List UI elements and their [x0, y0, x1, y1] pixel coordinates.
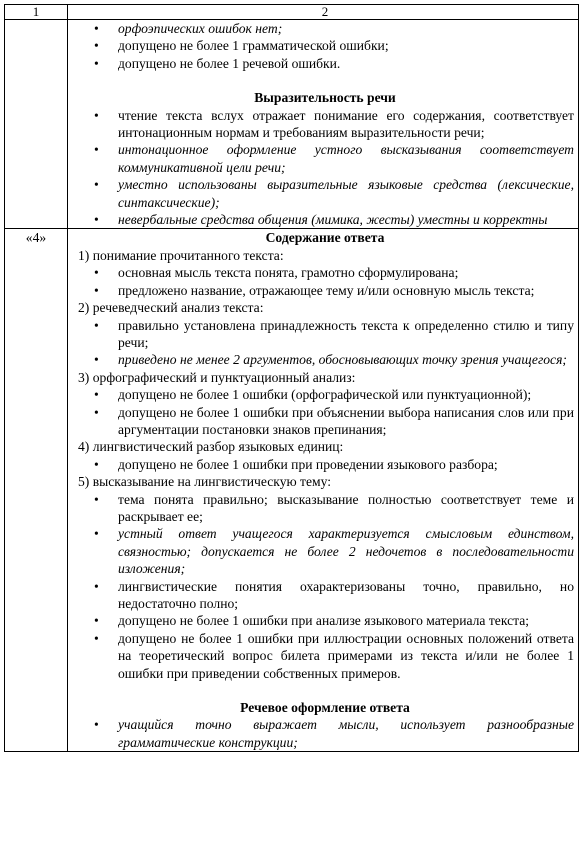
list-item: [76, 176, 574, 211]
list-item-text: устный ответ учащегося характеризуется смысловым единством, связностью; допускается не более 2 недочетов в последовательности изложения;: [118, 526, 574, 577]
table-row: [5, 229, 579, 752]
bullet-list: [76, 716, 574, 751]
list-item-text: чтение текста вслух отражает понимание его содержания, соответствует интонационным нормам и требованиям выразительности речи;: [118, 107, 574, 141]
list-item: [76, 525, 574, 577]
list-item-text: орфоэпических ошибок нет;: [118, 21, 283, 36]
bullet-icon: •: [94, 387, 99, 403]
list-item-text: допущено не более 1 ошибки при иллюстрации основных положений ответа на теоретический вопрос билета примерами из текста и/или не более 1 ошибки при приведении собственных примеров.: [118, 630, 574, 681]
list-item: [76, 107, 574, 142]
bullet-icon: •: [94, 352, 99, 368]
list-item-text: допущено не более 1 речевой ошибки.: [118, 55, 341, 71]
spacer: [76, 72, 574, 89]
grade-cell: «4»: [5, 229, 68, 752]
bullet-list: [76, 456, 574, 473]
criteria-group-title: 2) речеведческий анализ текста:: [78, 300, 264, 316]
bullet-list: [76, 317, 574, 369]
bullet-icon: •: [94, 282, 99, 298]
list-item-text: тема понята правильно; высказывание полностью соответствует теме и раскрывает ее;: [118, 491, 574, 524]
list-item-text: допущено не более 1 ошибки при анализе языкового материала текста;: [118, 613, 530, 629]
grade-cell-empty: [5, 20, 68, 229]
list-item: [76, 386, 574, 403]
criteria-group-title: 1) понимание прочитанного текста:: [78, 247, 284, 263]
criteria-groups: [76, 247, 574, 682]
list-item-text: невербальные средства общения (мимика, жесты) уместны и корректны: [118, 212, 548, 228]
list-item: [76, 578, 574, 613]
bullet-icon: •: [94, 578, 99, 594]
criteria-group-title: 5) высказывание на лингвистическую тему:: [78, 474, 332, 490]
list-item-text: правильно установлена принадлежность текста к определенно стилю и типу речи;: [118, 317, 574, 350]
list-item: [76, 612, 574, 629]
header-col-1: 1: [5, 5, 68, 20]
list-item-text: интонационное оформление устного высказывания соответствует коммуникативной цели речи;: [118, 142, 574, 175]
bullet-icon: •: [94, 21, 99, 36]
bullet-list: [76, 20, 574, 72]
bullet-list: [76, 386, 574, 438]
bullet-icon: •: [94, 491, 99, 507]
list-item: [76, 282, 574, 299]
list-item: [76, 716, 574, 751]
bullet-list: [76, 491, 574, 682]
list-item-text: допущено не более 1 ошибки при объяснении выбора написания слов или при аргументации постановки знаков препинания;: [118, 404, 574, 437]
criteria-cell: [68, 229, 579, 752]
table-row: [5, 20, 579, 229]
bullet-icon: •: [94, 404, 99, 420]
spacer: [76, 682, 574, 699]
list-item-text: лингвистические понятия охарактеризованы точно, правильно, но недостаточно полно;: [118, 578, 574, 611]
list-item-text: основная мысль текста понята, грамотно сформулирована;: [118, 265, 459, 281]
bullet-icon: •: [94, 526, 99, 542]
list-item: [76, 317, 574, 352]
criteria-table: [4, 4, 579, 752]
list-item: [76, 630, 574, 682]
list-item: [76, 351, 574, 368]
bullet-icon: •: [94, 613, 99, 629]
list-item-text: учащийся точно выражает мысли, использует разнообразные грамматические конструкции;: [118, 717, 574, 750]
section-title: Содержание ответа: [265, 230, 385, 246]
list-item-text: предложено название, отражающее тему и/или основную мысль текста;: [118, 282, 535, 298]
bullet-icon: •: [94, 55, 99, 71]
header-row: [5, 5, 579, 20]
bullet-icon: •: [94, 177, 99, 193]
list-item-text: уместно использованы выразительные языковые средства (лексические, синтаксические);: [118, 177, 574, 210]
criteria-cell: [68, 20, 579, 229]
bullet-list: [76, 264, 574, 299]
list-item: [76, 211, 574, 228]
list-item: [76, 20, 574, 37]
bullet-icon: •: [94, 38, 99, 54]
bullet-icon: •: [94, 107, 99, 123]
bullet-icon: •: [94, 212, 99, 228]
section-title: Выразительность речи: [254, 90, 396, 106]
bullet-icon: •: [94, 317, 99, 333]
list-item: [76, 37, 574, 54]
list-item-text: приведено не менее 2 аргументов, обосновывающих точку зрения учащегося;: [118, 352, 567, 368]
list-item-text: допущено не более 1 грамматической ошибки;: [118, 38, 389, 54]
list-item: [76, 404, 574, 439]
list-item: [76, 141, 574, 176]
bullet-icon: •: [94, 717, 99, 733]
list-item: [76, 456, 574, 473]
bullet-icon: •: [94, 265, 99, 281]
criteria-group-title: 3) орфографический и пунктуационный анализ:: [78, 369, 356, 385]
bullet-list: [76, 107, 574, 229]
header-col-2: 2: [68, 5, 579, 20]
bullet-icon: •: [94, 630, 99, 646]
bullet-icon: •: [94, 456, 99, 472]
list-item-text: допущено не более 1 ошибки (орфографической или пунктуационной);: [118, 387, 532, 403]
list-item: [76, 55, 574, 72]
list-item: [76, 491, 574, 526]
bullet-icon: •: [94, 142, 99, 158]
section-title: Речевое оформление ответа: [240, 700, 410, 716]
list-item-text: допущено не более 1 ошибки при проведении языкового разбора;: [118, 456, 498, 472]
criteria-group-title: 4) лингвистический разбор языковых единиц:: [78, 439, 344, 455]
list-item: [76, 264, 574, 281]
